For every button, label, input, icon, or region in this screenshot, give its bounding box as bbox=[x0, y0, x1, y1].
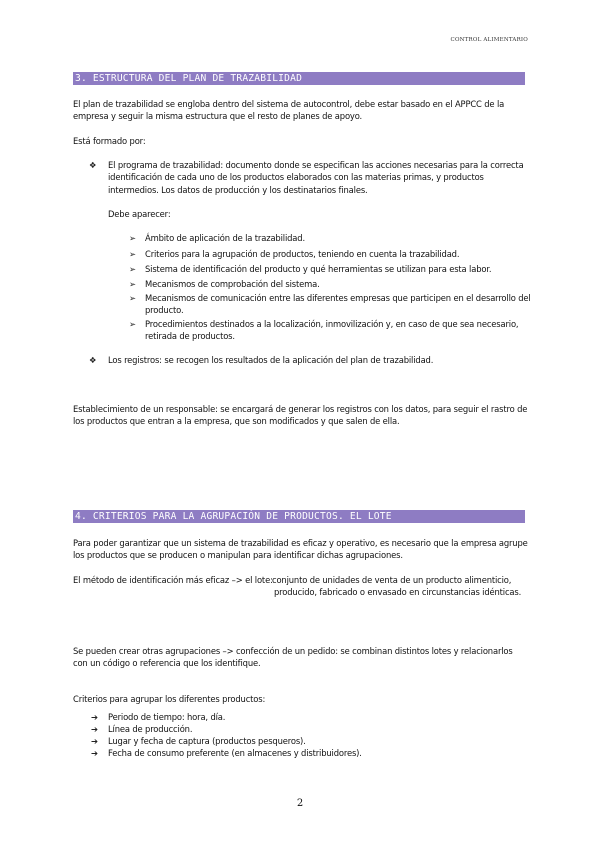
arrow-bullet-icon: ➔ bbox=[91, 748, 99, 758]
criteria-item: Lugar y fecha de captura (productos pesqueros). bbox=[108, 736, 306, 746]
criteria-label: Criterios para agrupar los diferentes productos: bbox=[73, 694, 266, 704]
diamond-bullet-icon: ❖ bbox=[89, 160, 97, 170]
arrow-bullet-icon: ➔ bbox=[91, 712, 99, 722]
page-number: 2 bbox=[296, 798, 304, 809]
arrow-bullet-icon: ➔ bbox=[91, 724, 99, 734]
arrowhead-bullet-icon: ➢ bbox=[129, 319, 137, 329]
arrowhead-bullet-icon: ➢ bbox=[129, 293, 137, 303]
running-header: CONTROL ALIMENTARIO bbox=[450, 37, 528, 43]
bullet-program: El programa de trazabilidad: documento donde se especifican las acciones necesarias para la correcta identificación de cada uno de los productos elaborados con las materias primas, y productos intermedios. Los datos de producción y los destinatarios finales. bbox=[108, 160, 524, 195]
formed-by-label: Está formado por: bbox=[73, 136, 146, 146]
arrowhead-bullet-icon: ➢ bbox=[129, 249, 137, 259]
sub-item: Criterios para la agrupación de productos, teniendo en cuenta la trazabilidad. bbox=[145, 249, 460, 259]
other-groupings-paragraph: Se pueden crear otras agrupaciones –> confección de un pedido: se combinan distintos lotes y relacionarlos con un código o referencia que los identifique. bbox=[73, 646, 513, 669]
section-4-title: 4. CRITERIOS PARA LA AGRUPACIÓN DE PRODUCTOS. EL LOTE bbox=[73, 510, 525, 523]
sub-item: Sistema de identificación del producto y qué herramientas se utilizan para esta labor. bbox=[145, 264, 492, 274]
arrow-bullet-icon: ➔ bbox=[91, 736, 99, 746]
bullet-records: Los registros: se recogen los resultados de la aplicación del plan de trazabilidad. bbox=[108, 355, 434, 365]
arrowhead-bullet-icon: ➢ bbox=[129, 264, 137, 274]
responsible-paragraph: Establecimiento de un responsable: se encargará de generar los registros con los datos, para seguir el rastro de los productos que entran a la empresa, que son modificados y que salen de ella. bbox=[73, 404, 528, 427]
sub-item: Mecanismos de comunicación entre las diferentes empresas que participen en el desarrollo del producto. bbox=[145, 293, 531, 316]
arrowhead-bullet-icon: ➢ bbox=[129, 233, 137, 243]
section-3-intro: El plan de trazabilidad se engloba dentro del sistema de autocontrol, debe estar basado en el APPCC de la empresa y seguir la misma estructura que el resto de planes de apoyo. bbox=[73, 99, 505, 122]
criteria-item: Fecha de consumo preferente (en almacenes y distribuidores). bbox=[108, 748, 362, 758]
diamond-bullet-icon: ❖ bbox=[89, 355, 97, 365]
section-4-intro: Para poder garantizar que un sistema de trazabilidad es eficaz y operativo, es necesario que la empresa agrupe los productos que se producen o manipulan para identificar dichas agrupaciones. bbox=[73, 538, 528, 561]
arrowhead-bullet-icon: ➢ bbox=[129, 279, 137, 289]
sub-item: Mecanismos de comprobación del sistema. bbox=[145, 279, 320, 289]
method-definition: conjunto de unidades de venta de un producto alimenticio, producido, fabricado o envasado en circunstancias idénticas. bbox=[272, 575, 522, 598]
criteria-item: Línea de producción. bbox=[108, 724, 193, 734]
criteria-item: Periodo de tiempo: hora, día. bbox=[108, 712, 226, 722]
sub-item: Ámbito de aplicación de la trazabilidad. bbox=[145, 233, 305, 243]
sub-item: Procedimientos destinados a la localización, inmovilización y, en caso de que sea necesario, retirada de productos. bbox=[145, 319, 519, 342]
method-label: El método de identificación más eficaz –> el lote: bbox=[73, 575, 273, 585]
must-appear-label: Debe aparecer: bbox=[108, 209, 171, 219]
section-3-title: 3. ESTRUCTURA DEL PLAN DE TRAZABILIDAD bbox=[73, 72, 525, 85]
